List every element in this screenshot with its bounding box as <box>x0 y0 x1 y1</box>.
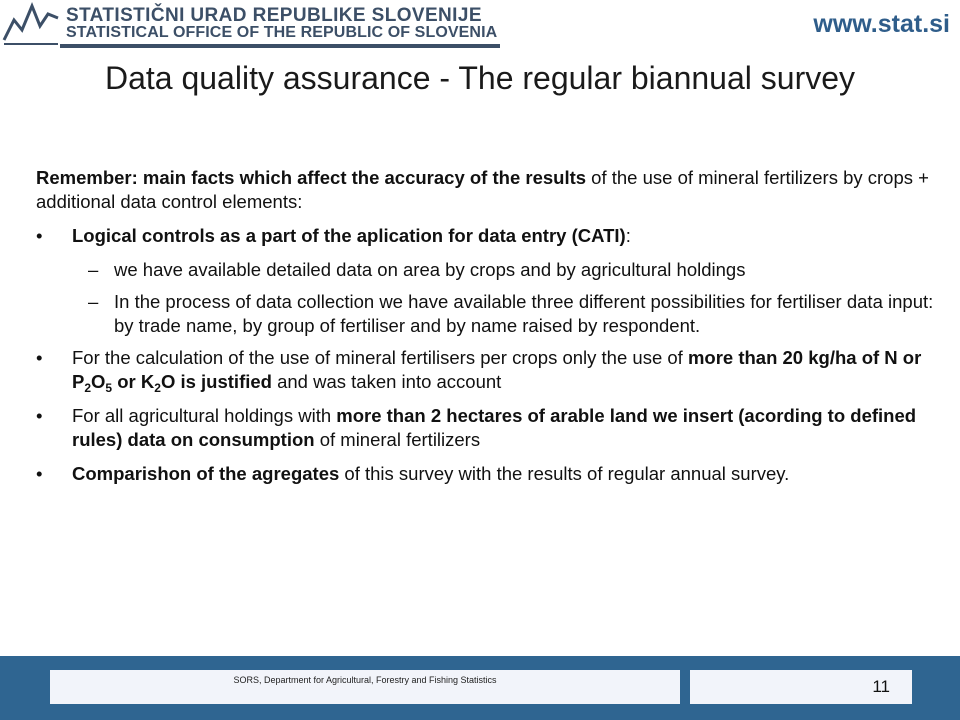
bullet-mark: • <box>36 347 43 368</box>
org-name-slovenian: STATISTIČNI URAD REPUBLIKE SLOVENIJE <box>66 5 482 26</box>
intro-text: of the use of mineral fertilizers by crops + additional data control elements: <box>36 167 929 212</box>
header <box>0 0 960 56</box>
bullet-text: of mineral fertilizers <box>314 429 481 450</box>
org-name-english: STATISTICAL OFFICE OF THE REPUBLIC OF SLOVENIA <box>66 24 498 41</box>
header-divider <box>60 44 500 48</box>
slide-body <box>36 166 936 496</box>
sub-text: we have available detailed data on area by crops and by agricultural holdings <box>114 259 746 280</box>
bullet-text: of this survey with the results of regular annual survey. <box>339 463 790 484</box>
bullet-text: and was taken into account <box>271 371 502 392</box>
sub-item <box>36 258 936 282</box>
bullet-item <box>36 224 936 248</box>
dash-mark: – <box>88 291 99 312</box>
bullet-mark: • <box>36 225 43 246</box>
footer-source-box <box>50 670 680 704</box>
page-number: 11 <box>872 677 890 696</box>
sub-item <box>36 290 936 338</box>
sub-text: In the process of data collection we have available three different possibilities for fertiliser data input: by trade name, by group of fertiliser and by name raised by respondent. <box>114 291 934 336</box>
footer-source-text: SORS, Department for Agricultural, Forestry and Fishing Statistics <box>233 675 497 685</box>
bullet-text: For the calculation of the use of mineral fertilisers per crops only the use of <box>72 347 688 368</box>
page-number-box <box>690 670 912 704</box>
bullet-item <box>36 346 936 394</box>
bullet-bold: more than 20 kg/ha of N or $P_2O_5$ or $K_2O$ is justified <box>72 347 922 395</box>
chart-line-logo-icon <box>2 0 60 46</box>
intro-paragraph <box>36 166 936 214</box>
bullet-item <box>36 404 936 452</box>
bullet-text: For all agricultural holdings with <box>72 405 337 426</box>
bullet-text: : <box>625 225 631 246</box>
bullet-bold: more than 2 hectares of arable land we insert (acording to defined rules) data on consumption <box>72 405 917 450</box>
bullet-mark: • <box>36 405 43 426</box>
bullet-mark: • <box>36 463 43 484</box>
slide-title: Data quality assurance - The regular biannual survey <box>104 60 856 96</box>
bullet-bold: Logical controls as a part of the aplication for data entry (CATI) <box>72 225 626 246</box>
intro-bold: Remember: main facts which affect the accuracy of the results <box>36 167 587 188</box>
website-link[interactable]: www.stat.si <box>813 10 950 38</box>
bullet-bold: Comparishon of the agregates <box>72 463 340 484</box>
bullet-item <box>36 462 936 486</box>
dash-mark: – <box>88 259 99 280</box>
